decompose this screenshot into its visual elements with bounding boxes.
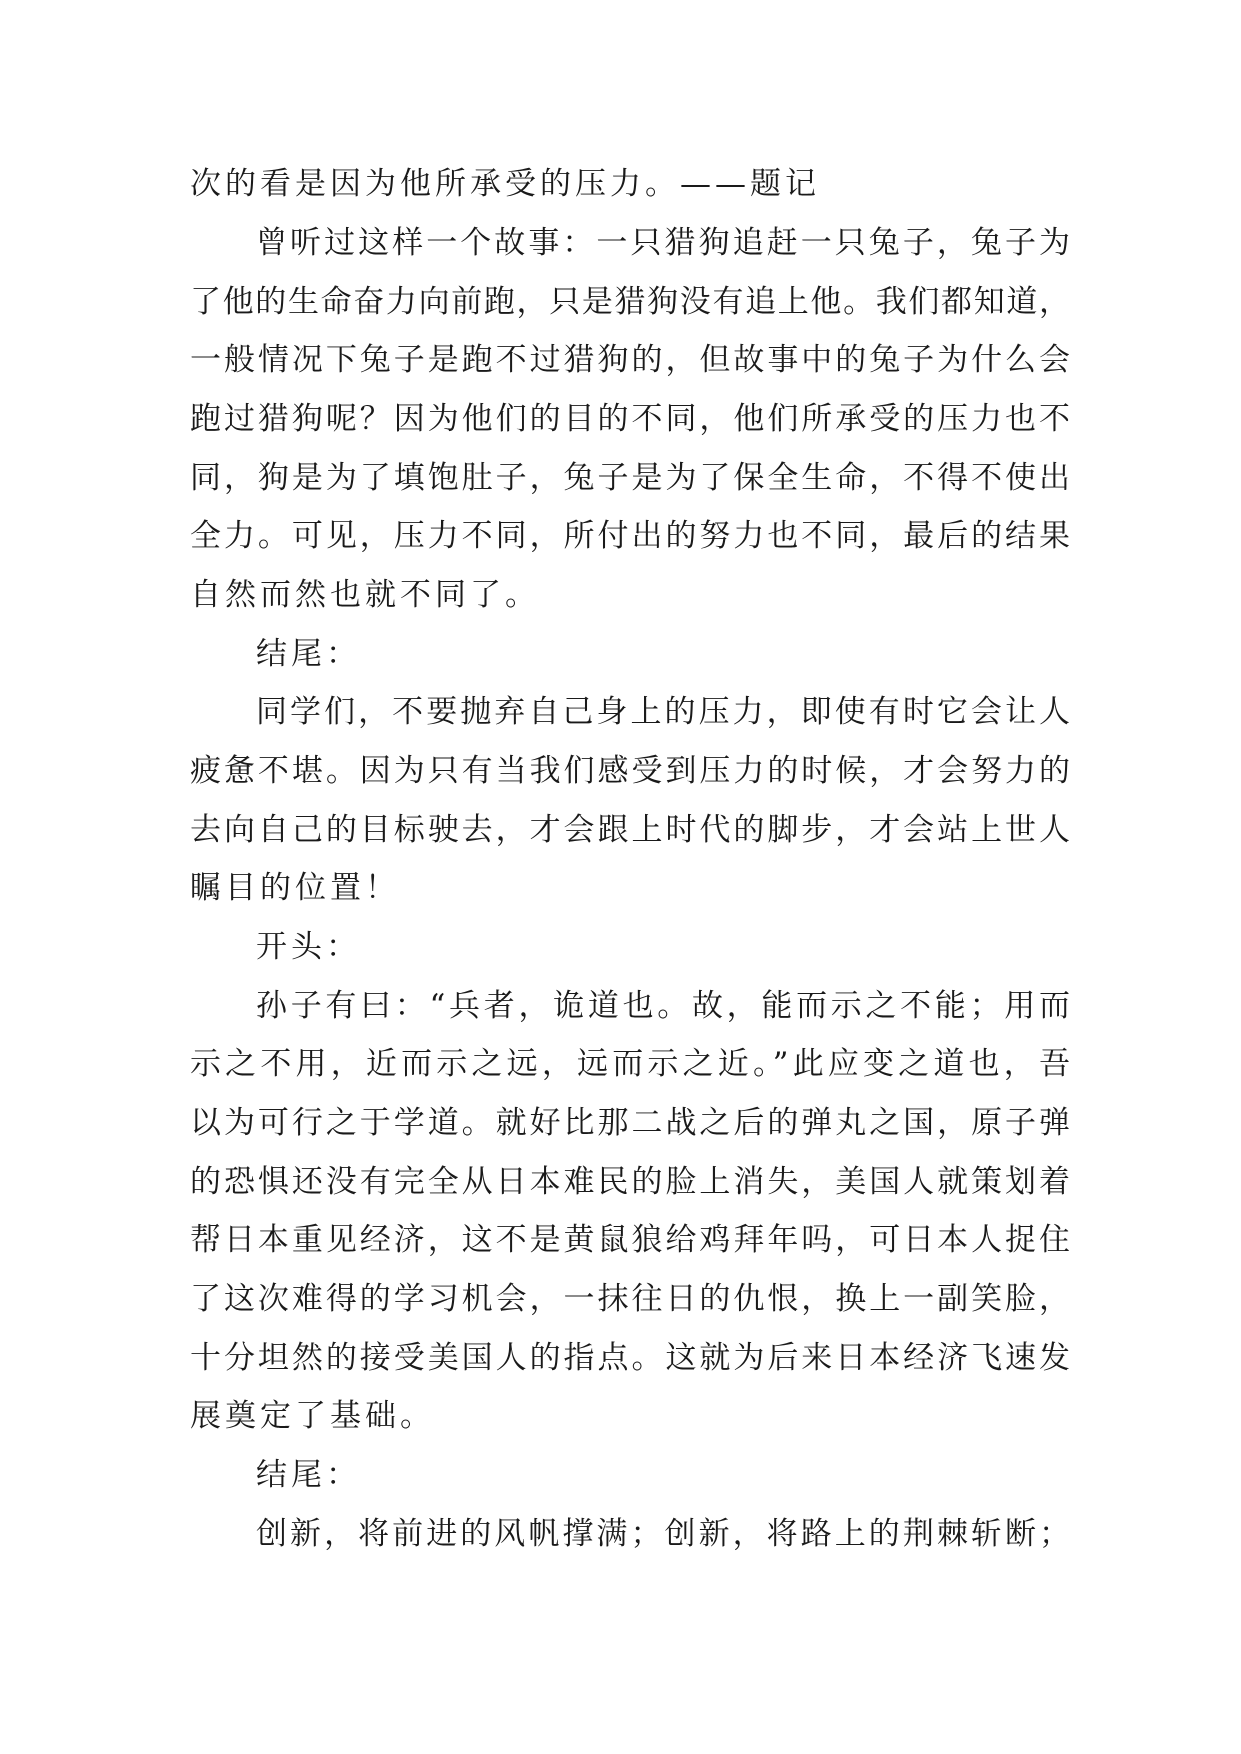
text-line: 去向自己的目标驶去，才会跟上时代的脚步，才会站上世人	[190, 812, 1070, 848]
text-line: 示之不用，近而示之远，远而示之近。”此应变之道也，吾	[190, 1046, 1070, 1082]
text-line: 帮日本重见经济，这不是黄鼠狼给鸡拜年吗，可日本人捉住	[190, 1222, 1070, 1258]
text-line: 瞩目的位置！	[190, 870, 400, 906]
text-line: 了这次难得的学习机会，一抹往日的仇恨，换上一副笑脸，	[190, 1281, 1070, 1317]
section-label: 结尾：	[256, 1457, 361, 1493]
text-line: 同，狗是为了填饱肚子，兔子是为了保全生命，不得不使出	[190, 460, 1070, 496]
text-line: 次的看是因为他所承受的压力。——题记	[190, 166, 820, 202]
paragraph-first-line: 曾听过这样一个故事：一只猎狗追赶一只兔子，兔子为	[256, 225, 1070, 261]
text-line: 的恐惧还没有完全从日本难民的脸上消失，美国人就策划着	[190, 1164, 1070, 1200]
section-label: 开头：	[256, 929, 361, 965]
text-line: 跑过猎狗呢？因为他们的目的不同，他们所承受的压力也不	[190, 401, 1070, 437]
text-line: 展奠定了基础。	[190, 1398, 435, 1434]
paragraph-first-line: 同学们，不要抛弃自己身上的压力，即使有时它会让人	[256, 694, 1070, 730]
text-line: 自然而然也就不同了。	[190, 577, 540, 613]
text-line: 全力。可见，压力不同，所付出的努力也不同，最后的结果	[190, 518, 1070, 554]
paragraph-first-line: 创新，将前进的风帆撑满；创新，将路上的荆棘斩断；	[256, 1516, 1070, 1552]
text-line: 了他的生命奋力向前跑，只是猎狗没有追上他。我们都知道，	[190, 284, 1070, 320]
text-line: 一般情况下兔子是跑不过猎狗的，但故事中的兔子为什么会	[190, 342, 1070, 378]
text-line: 以为可行之于学道。就好比那二战之后的弹丸之国，原子弹	[190, 1105, 1070, 1141]
section-label: 结尾：	[256, 636, 361, 672]
text-line: 疲惫不堪。因为只有当我们感受到压力的时候，才会努力的	[190, 753, 1070, 789]
paragraph-first-line: 孙子有曰：“兵者，诡道也。故，能而示之不能；用而	[256, 988, 1070, 1024]
text-line: 十分坦然的接受美国人的指点。这就为后来日本经济飞速发	[190, 1340, 1070, 1376]
